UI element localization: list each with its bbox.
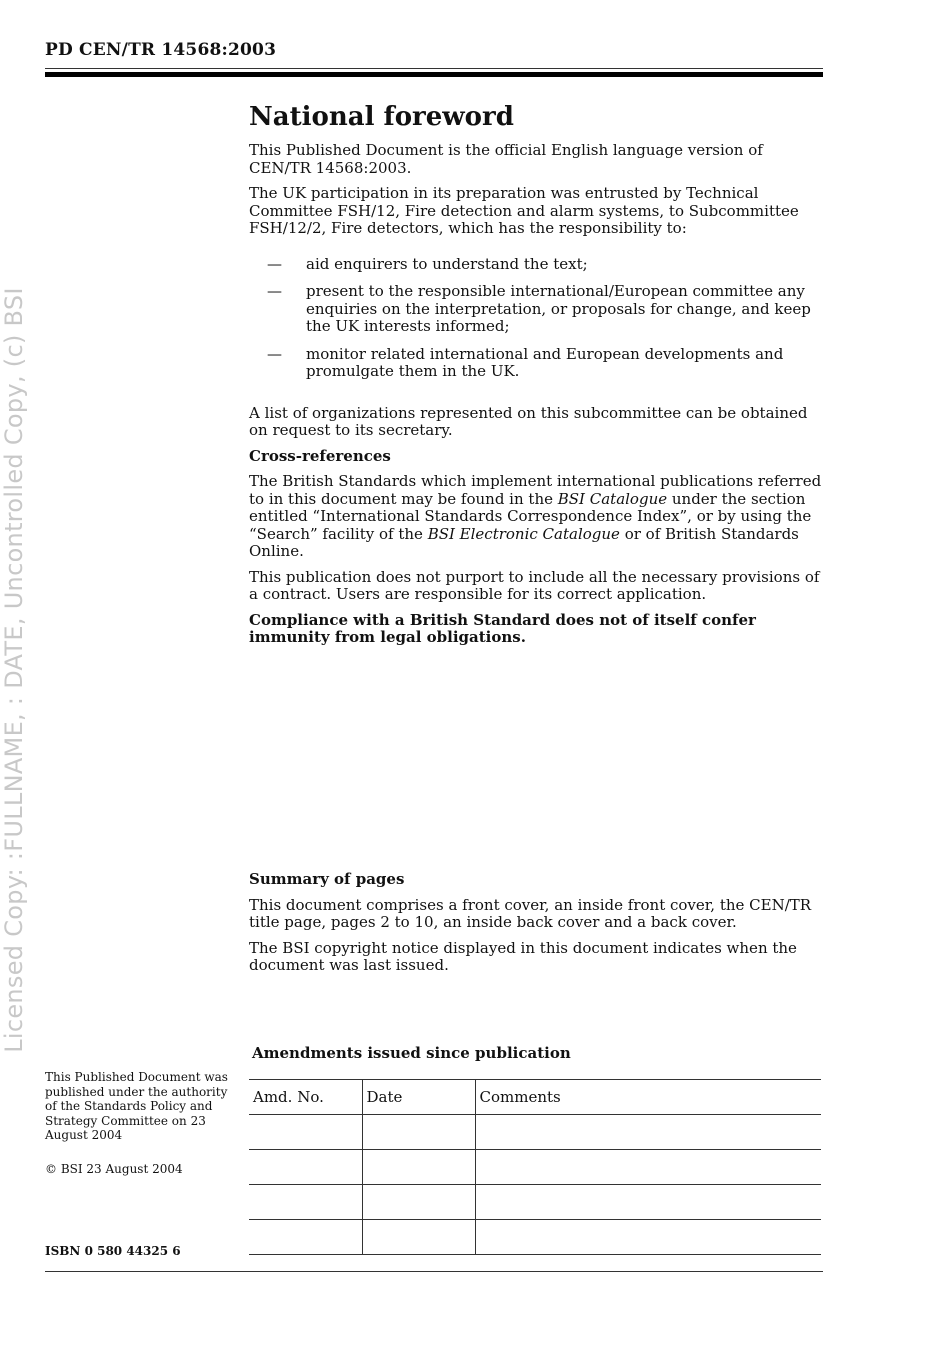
publication-note: This Published Document was published under the authority of the Standards Policy and Strategy Committee on 23 August 2004 xyxy=(45,1070,228,1142)
footer-rule xyxy=(45,1271,823,1272)
crossref-paragraph xyxy=(249,473,824,561)
provisions-paragraph: This publication does not purport to include all the necessary provisions of a contract. Users are responsible for its correct application. xyxy=(249,567,820,603)
table-cell xyxy=(362,1185,475,1220)
responsibility-list xyxy=(249,256,824,381)
crossref-text-e: or of British Standards Online. xyxy=(249,524,799,560)
table-cell xyxy=(362,1115,475,1150)
list-item-text: monitor related international and European developments and promulgate them in the UK. xyxy=(306,344,784,380)
participation-paragraph: The UK participation in its preparation was entrusted by Technical Committee FSH/12, Fire detection and alarm systems, to Subcommittee FSH/12/2, Fire detectors, which has the responsibility to: xyxy=(249,184,799,237)
compliance-statement: Compliance with a British Standard does not of itself confer immunity from legal obligations. xyxy=(249,610,756,646)
copyright-notice-text: The BSI copyright notice displayed in this document indicates when the document was last issued. xyxy=(249,938,797,974)
table-row xyxy=(249,1150,821,1185)
dash-marker: — xyxy=(267,254,282,273)
watermark-text: Licensed Copy: :FULLNAME, : DATE, Uncontrolled Copy, (c) BSI xyxy=(0,287,28,1053)
amendments-title: Amendments issued since publication xyxy=(252,1044,571,1062)
list-item-text: aid enquirers to understand the text; xyxy=(306,254,588,273)
column-header-amd-no: Amd. No. xyxy=(249,1080,362,1115)
list-item xyxy=(249,283,824,336)
list-item xyxy=(249,346,824,381)
crossref-text-a: The British Standards which implement international publications referred to in this document may be found in the xyxy=(249,472,822,508)
table-cell xyxy=(362,1150,475,1185)
foreword-section xyxy=(249,100,824,655)
list-item xyxy=(249,256,824,274)
column-header-comments: Comments xyxy=(475,1080,821,1115)
table-cell xyxy=(475,1220,821,1255)
crossref-text-c: under the section entitled “International Standards Correspondence Index”, or by using the “Search” facility of the xyxy=(249,489,812,543)
table-cell xyxy=(249,1115,362,1150)
table-row xyxy=(249,1115,821,1150)
table-cell xyxy=(362,1220,475,1255)
summary-text: This document comprises a front cover, an inside front cover, the CEN/TR title page, pages 2 to 10, an inside back cover and a back cover. xyxy=(249,895,812,931)
copyright-line: © BSI 23 August 2004 xyxy=(45,1162,183,1176)
document-id: PD CEN/TR 14568:2003 xyxy=(45,40,277,60)
table-cell xyxy=(475,1185,821,1220)
dash-marker: — xyxy=(267,344,282,363)
bsi-electronic-catalogue-title: BSI Electronic Catalogue xyxy=(427,524,620,543)
table-cell xyxy=(249,1185,362,1220)
intro-paragraph: This Published Document is the official English language version of CEN/TR 14568:2003. xyxy=(249,141,763,177)
amendments-table xyxy=(249,1079,821,1255)
table-cell xyxy=(249,1150,362,1185)
summary-section xyxy=(249,871,824,983)
summary-heading: Summary of pages xyxy=(249,870,405,888)
table-row xyxy=(249,1220,821,1255)
page-title: National foreword xyxy=(249,102,514,132)
isbn-number: ISBN 0 580 44325 6 xyxy=(45,1244,181,1258)
crossref-heading: Cross-references xyxy=(249,446,391,465)
table-header-row xyxy=(249,1080,821,1115)
header-rule-thick xyxy=(45,72,823,77)
column-header-date: Date xyxy=(362,1080,475,1115)
table-row xyxy=(249,1185,821,1220)
bsi-catalogue-title: BSI Catalogue xyxy=(557,489,668,508)
header-rule-thin xyxy=(45,68,823,69)
table-cell xyxy=(475,1150,821,1185)
table-cell xyxy=(249,1220,362,1255)
organizations-paragraph: A list of organizations represented on this subcommittee can be obtained on request to its secretary. xyxy=(249,403,808,439)
list-item-text: present to the responsible international/European committee any enquiries on the interpretation, or proposals for change, and keep the UK interests informed; xyxy=(306,282,811,335)
table-cell xyxy=(475,1115,821,1150)
dash-marker: — xyxy=(267,282,282,300)
